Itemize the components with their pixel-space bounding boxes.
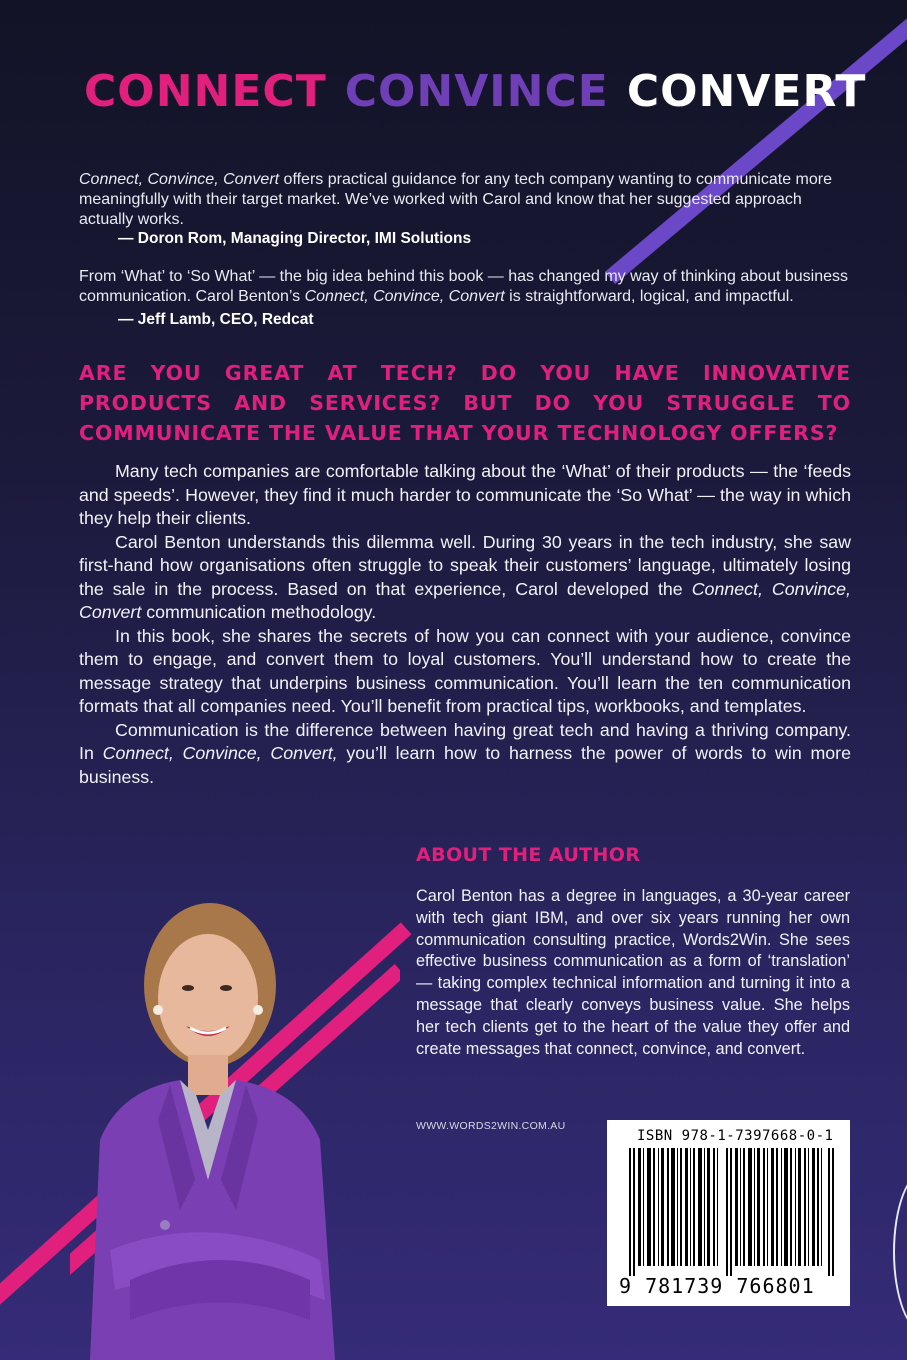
website-link[interactable]: WWW.WORDS2WIN.COM.AU xyxy=(416,1120,566,1132)
isbn-label: ISBN 978-1-7397668-0-1 xyxy=(637,1128,834,1144)
testimonial-2-book-title: Connect, Convince, Convert xyxy=(304,288,505,305)
paragraph-2-text-before: Carol Benton understands this dilemma well. During 30 years in the tech industry, she saw first-hand how organisations often struggle to speak their customers’ language, ultimately losing the sale in the process. Based on that experience, Carol developed the xyxy=(79,531,851,599)
testimonial-1 xyxy=(79,170,851,230)
testimonial-2-text-after: is straightforward, logical, and impactful. xyxy=(504,288,794,305)
testimonial-1-book-title: Connect, Convince, Convert xyxy=(79,171,280,188)
barcode-digits: 9 781739 766801 xyxy=(619,1274,815,1298)
description-paragraph-1: Many tech companies are comfortable talking about the ‘What’ of their products — the ‘feeds and speeds’. However, they find it much harder to communicate the ‘So What’ — the way in which they help their clients. xyxy=(79,461,851,528)
book-title xyxy=(84,66,867,117)
purple-diagonal-stripe-top xyxy=(605,2,907,284)
author-portrait xyxy=(70,880,400,1360)
isbn-barcode xyxy=(607,1120,850,1306)
edge-circle-decoration xyxy=(893,1170,907,1334)
headline-question: ARE YOU GREAT AT TECH? DO YOU HAVE INNOVATIVE PRODUCTS AND SERVICES? BUT DO YOU STRUGGLE TO COMMUNICATE THE VALUE THAT YOUR TECHNOLOGY OFFERS? xyxy=(79,361,851,445)
paragraph-2-text-after: communication methodology. xyxy=(141,602,377,622)
testimonial-2 xyxy=(79,267,851,307)
description-paragraph-4 xyxy=(79,719,851,790)
testimonial-2-attribution: — Jeff Lamb, CEO, Redcat xyxy=(118,311,314,328)
title-word-connect: CONNECT xyxy=(84,66,327,117)
description-body xyxy=(79,460,851,789)
testimonial-1-attribution: — Doron Rom, Managing Director, IMI Solutions xyxy=(118,230,472,247)
testimonial-2-text-before: From ‘What’ to ‘So What’ — the big idea behind this book — has changed my way of thinking about business communication. Carol Benton’s xyxy=(79,268,848,305)
title-word-convert: CONVERT xyxy=(626,66,867,117)
about-author-heading: ABOUT THE AUTHOR xyxy=(416,844,641,866)
about-author-text: Carol Benton has a degree in languages, a 30-year career with tech giant IBM, and over six years running her own communication consulting practice, Words2Win. She sees effective business communication as a form of ‘translation’ — taking complex technical information and turning it into a message that clearly conveys business value. She helps her tech clients get to the heart of the value they offer and create messages that connect, convince, and convert. xyxy=(416,887,850,1058)
paragraph-2-book-title: Connect, Convince, Convert xyxy=(79,578,852,622)
description-paragraph-3: In this book, she shares the secrets of how you can connect with your audience, convince them to engage, and convert them to loyal customers. You’ll understand how to create the message strategy that underpins business communication. You’ll learn the ten communication formats that all companies need. You’ll benefit from practical tips, workbooks, and templates. xyxy=(79,625,851,716)
barcode-bars xyxy=(629,1148,834,1276)
title-word-convince: CONVINCE xyxy=(344,66,609,117)
description-paragraph-2 xyxy=(79,531,851,625)
paragraph-4-text-before: Communication is the difference between having great tech and having a thriving company. In xyxy=(79,719,851,763)
paragraph-4-book-title: Connect, Convince, Convert, xyxy=(102,743,338,763)
paragraph-4-text-after: you’ll learn how to harness the power of words to win more business. xyxy=(79,743,851,787)
testimonial-1-text: offers practical guidance for any tech company wanting to communicate more meaningfully with their target market. We’ve worked with Carol and know that her suggested approach actually works. xyxy=(79,171,832,228)
